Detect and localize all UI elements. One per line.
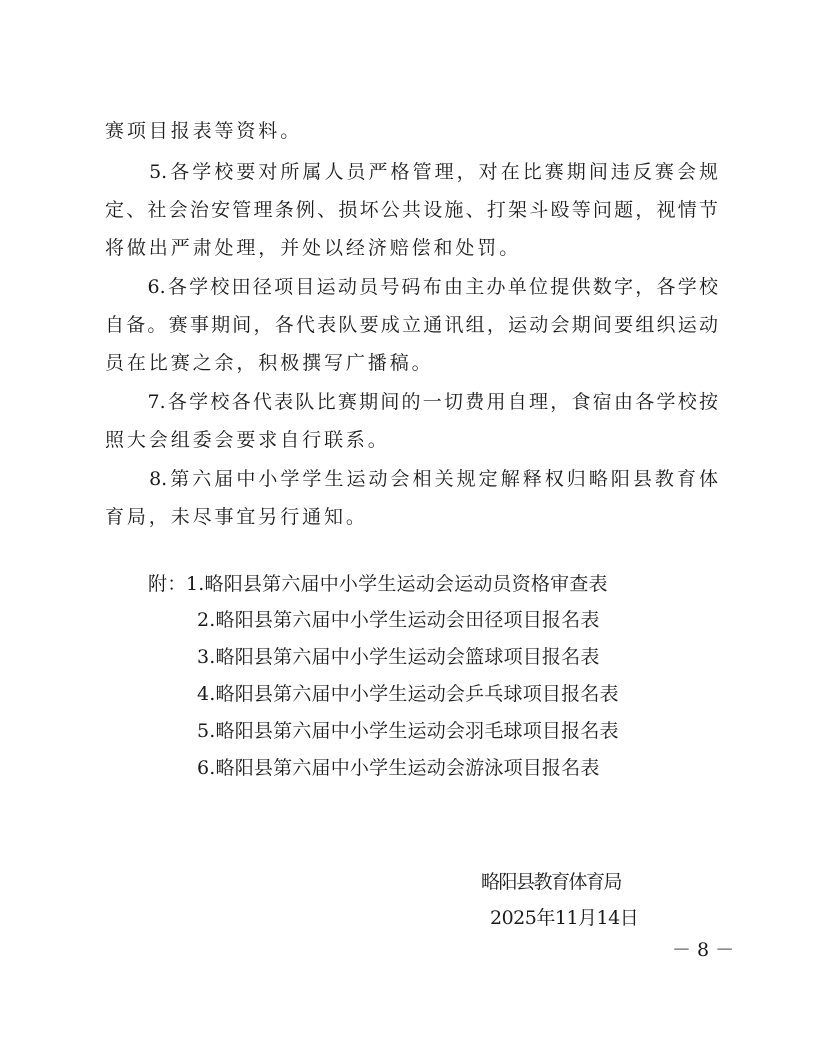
paragraph-line: 照大会组委会要求自行联系。	[105, 429, 390, 451]
issuer-name: 略阳县教育体育局	[481, 871, 622, 893]
paragraph-line: 8.第六届中小学学生运动会相关规定解释权归略阳县教育体	[105, 468, 718, 490]
paragraph-line: 育局，未尽事宜另行通知。	[105, 506, 368, 528]
attachment-item: 5.略阳县第六届中小学生运动会羽毛球项目报名表	[197, 720, 619, 742]
paragraph-line: 6.各学校田径项目运动员号码布由主办单位提供数字，各学校	[105, 276, 718, 298]
paragraph-line: 7.各学校各代表队比赛期间的一切费用自理，食宿由各学校按	[105, 391, 718, 413]
paragraph-line: 5.各学校要对所属人员严格管理，对在比赛期间违反赛会规	[105, 161, 718, 183]
issue-date: 2025年11月14日	[490, 907, 639, 929]
attachment-item: 6.略阳县第六届中小学生运动会游泳项目报名表	[197, 757, 600, 779]
paragraph-line: 将做出严肃处理，并处以经济赔偿和处罚。	[105, 237, 522, 259]
attachment-item: 3.略阳县第六届中小学生运动会篮球项目报名表	[197, 646, 600, 668]
attachment-item: 2.略阳县第六届中小学生运动会田径项目报名表	[197, 609, 600, 631]
page-number: － 8 －	[672, 939, 735, 961]
paragraph-line: 自备。赛事期间，各代表队要成立通讯组，运动会期间要组织运动	[105, 314, 718, 336]
paragraph-line: 定、社会治安管理条例、损坏公共设施、打架斗殴等问题，视情节	[105, 199, 718, 221]
attachments-label: 附：	[148, 573, 187, 595]
attachment-item: 1.略阳县第六届中小学生运动会运动员资格审查表	[186, 573, 608, 595]
attachment-item: 4.略阳县第六届中小学生运动会乒乓球项目报名表	[197, 683, 619, 705]
paragraph-line: 员在比赛之余，积极撰写广播稿。	[105, 352, 434, 374]
paragraph-line: 赛项目报表等资料。	[105, 120, 303, 142]
